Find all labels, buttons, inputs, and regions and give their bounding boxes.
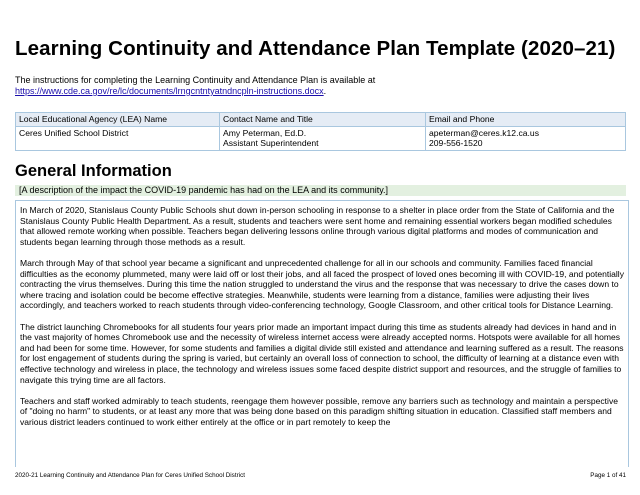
- instructions-link[interactable]: https://www.cde.ca.gov/re/lc/documents/lrngcntntyatndncpln-instructions.docx: [15, 86, 324, 96]
- email-phone-header: Email and Phone: [426, 113, 626, 127]
- lea-table-row: [16, 126, 626, 150]
- instructions-text: The instructions for completing the Learning Continuity and Attendance Plan is available at: [15, 75, 376, 85]
- email-phone-cell: [426, 126, 626, 150]
- contact-header: Contact Name and Title: [220, 113, 426, 127]
- lea-info-table: [15, 112, 626, 151]
- section-heading: General Information: [15, 162, 172, 180]
- response-paragraph: In March of 2020, Stanislaus County Public Schools shut down in-person schooling in response to a shelter in place order from the State of California and the Stanislaus County Public Health Department. As a result, students and teachers were sent home and remaining essential workers began modified schedules that allowed remote working when possible. Teachers began delivering lessons online through various digital platforms and modes of communication and students began learning through those methods as a result.: [20, 205, 615, 247]
- page-number: Page 1 of 41: [590, 472, 626, 479]
- contact-name: Amy Peterman, Ed.D.: [223, 127, 307, 138]
- contact-cell: [220, 126, 426, 150]
- lea-table-header-row: [16, 113, 626, 127]
- response-box: [15, 200, 629, 467]
- footer-title: 2020-21 Learning Continuity and Attendance Plan for Ceres Unified School District: [15, 472, 245, 479]
- contact-email: apeterman@ceres.k12.ca.us: [429, 127, 539, 138]
- response-paragraph: Teachers and staff worked admirably to teach students, reengage them however possible, remove any barriers such as technology and maintain a perspective of "doing no harm" to students, or at least any more that was being done based on this paradigm shifting situation in education. Classified staff members and various district leaders continued to work either entirely at the office or in part remotely to keep the: [20, 395, 618, 427]
- instructions-link-suffix: .: [323, 86, 327, 96]
- response-paragraph: March through May of that school year became a significant and unprecedented challenge for all in our schools and community. Families faced financial difficulties as the economy plummeted, many were laid off or lost their jobs, and all faced the prospect of loved ones becoming ill with COVID-19, and potentially contracting the virus themselves. During this time the nation struggled to understand the virus and the response that was necessary to drive the cases down to where tracing and isolation could be become effective strategies. Meanwhile, students were learning from a distance, families were adjusting their lives accordingly, and teachers worked to reach students through video-conferencing technology, Google Classroom, and other critical tools for Distance Learning.: [20, 257, 624, 311]
- section-prompt: [A description of the impact the COVID-19 pandemic has had on the LEA and its community.]: [15, 185, 626, 196]
- page-title: Learning Continuity and Attendance Plan Template (2020–21): [15, 37, 616, 60]
- contact-phone: 209-556-1520: [429, 138, 483, 148]
- instructions-note: [15, 75, 625, 97]
- lea-name-header: Local Educational Agency (LEA) Name: [16, 113, 220, 127]
- response-paragraph: The district launching Chromebooks for all students four years prior made an important impact during this time as students already had devices in hand and in the vast majority of homes Chromebook use and the necessity of wireless internet access were already accepted norms. Hotspots were available for all homes and had been for some time. However, for some students and families a digital divide still existed and attendance and learning suffered as a result. The reasons for lost engagement of students during the spring is varied, but certainly an overall loss of connection to school, the difficulty of learning at a distance even with effective technology and wireless in place, the technology and wireless issues some faced despite district support and resources, and the struggle of families to navigate this trying time are all factors.: [20, 321, 624, 385]
- contact-title: Assistant Superintendent: [223, 138, 319, 148]
- lea-name-cell: Ceres Unified School District: [16, 126, 220, 150]
